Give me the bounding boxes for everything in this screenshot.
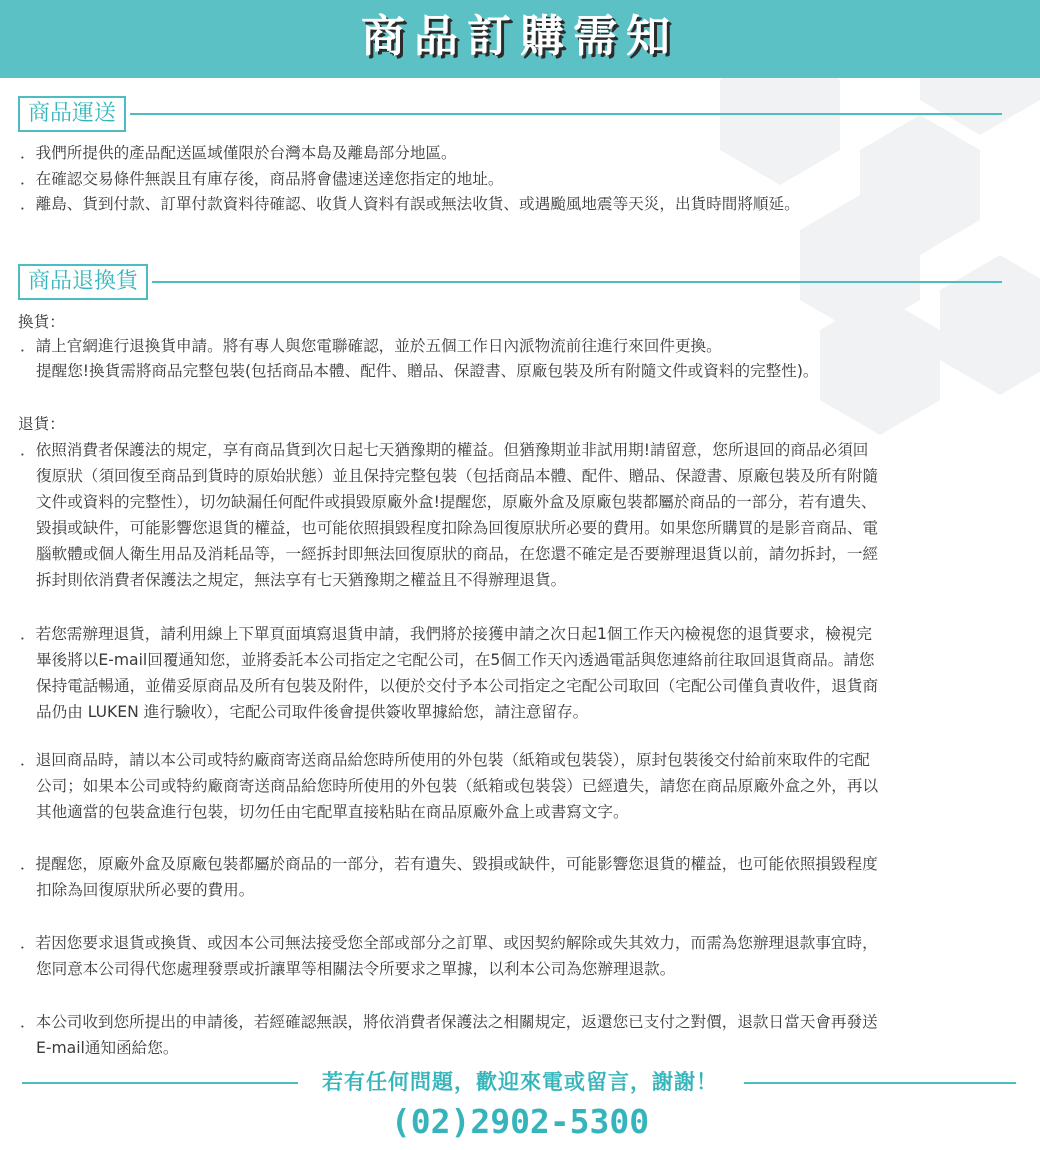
section-label-returns: 商品退換貨 <box>18 264 148 300</box>
exchange-heading: 換貨： <box>18 313 65 331</box>
return-p2-line-2: 畢後將以E-mail回覆通知您，並將委託本公司指定之宅配公司，在5個工作天內透過電話與您連絡前往取回退貨商品。請您 <box>36 651 875 669</box>
exchange-line-2: 提醒您!換貨需將商品完整包裝(包括商品本體、配件、贈品、保證書、原廠包裝及所有附隨文件或資料的完整性)。 <box>36 362 819 380</box>
return-p5-line-1: ．若因您要求退貨或換貨、或因本公司無法接受您全部或部分之訂單、或因契約解除或失其效力，而需為您辦理退款事宜時， <box>20 934 878 952</box>
return-heading: 退貨： <box>18 415 65 433</box>
return-p3-line-1: ．退回商品時，請以本公司或特約廠商寄送商品給您時所使用的外包裝（紙箱或包裝袋），原封包裝後交付給前來取件的宅配 <box>20 751 870 769</box>
header-banner <box>0 0 1040 78</box>
exchange-line-1: ．請上官網進行退換貨申請。將有專人與您電聯確認，並於五個工作日內派物流前往進行來回件更換。 <box>20 337 722 355</box>
return-p6-line-2: E-mail通知函給您。 <box>36 1039 179 1057</box>
section-header-returns <box>18 264 1008 302</box>
section-divider <box>130 113 1002 115</box>
page-title: 商品訂購需知 <box>361 11 679 62</box>
section-header-shipping <box>18 96 1008 134</box>
section-divider <box>152 281 1002 283</box>
footer-message: 若有任何問題，歡迎來電或留言，謝謝！ <box>322 1070 718 1094</box>
return-p1-line-2: 復原狀（須回復至商品到貨時的原始狀態）並且保持完整包裝（包括商品本體、配件、贈品、保證書、原廠包裝及所有附隨 <box>36 467 879 485</box>
shipping-line-2: ．在確認交易條件無誤且有庫存後，商品將會儘速送達您指定的地址。 <box>20 170 504 188</box>
return-p1-line-5: 腦軟體或個人衛生用品及消耗品等，一經拆封即無法回復原狀的商品，在您還不確定是否要辦理退貨以前，請勿拆封，一經 <box>36 545 879 563</box>
return-p1-line-6: 拆封則依消費者保護法之規定，無法享有七天猶豫期之權益且不得辦理退貨。 <box>36 571 567 589</box>
section-label-shipping: 商品運送 <box>18 96 126 132</box>
return-p2-line-1: ．若您需辦理退貨，請利用線上下單頁面填寫退貨申請，我們將於接獲申請之次日起1個工作天內檢視您的退貨要求，檢視完 <box>20 625 872 643</box>
return-p1-line-4: 毀損或缺件，可能影響您退貨的權益，也可能依照損毀程度扣除為回復原狀所必要的費用。如果您所購買的是影音商品、電 <box>36 519 879 537</box>
return-p1-line-3: 文件或資料的完整性），切勿缺漏任何配件或損毀原廠外盒!提醒您，原廠外盒及原廠包裝都屬於商品的一部分，若有遺失、 <box>36 493 877 511</box>
return-p4-line-1: ．提醒您，原廠外盒及原廠包裝都屬於商品的一部分，若有遺失、毀損或缺件，可能影響您退貨的權益，也可能依照損毀程度 <box>20 855 878 873</box>
return-p3-line-3: 其他適當的包裝盒進行包裝，切勿任由宅配單直接粘貼在商品原廠外盒上或書寫文字。 <box>36 803 629 821</box>
return-p2-line-4: 品仍由 LUKEN 進行驗收），宅配公司取件後會提供簽收單據給您，請注意留存。 <box>36 703 589 721</box>
return-p6-line-1: ．本公司收到您所提出的申請後，若經確認無誤，將依消費者保護法之相關規定，返還您已支付之對價，退款日當天會再發送 <box>20 1013 878 1031</box>
return-p5-line-2: 您同意本公司得代您處理發票或折讓單等相關法令所要求之單據，以利本公司為您辦理退款。 <box>36 960 676 978</box>
return-p4-line-2: 扣除為回復原狀所必要的費用。 <box>36 881 255 899</box>
return-p1-line-1: ．依照消費者保護法的規定，享有商品貨到次日起七天猶豫期的權益。但猶豫期並非試用期!請留意，您所退回的商品必須回 <box>20 441 869 459</box>
shipping-line-1: ．我們所提供的產品配送區域僅限於台灣本島及離島部分地區。 <box>20 144 457 162</box>
return-p2-line-3: 保持電話暢通，並備妥原商品及所有包裝及附件，以便於交付予本公司指定之宅配公司取回（宅配公司僅負責收件，退貨商 <box>36 677 879 695</box>
return-p3-line-2: 公司；如果本公司或特約廠商寄送商品給您時所使用的外包裝（紙箱或包裝袋）已經遺失，請您在商品原廠外盒之外，再以 <box>36 777 879 795</box>
contact-phone[interactable]: (02)2902-5300 <box>390 1102 650 1141</box>
shipping-line-3: ．離島、貨到付款、訂單付款資料待確認、收貨人資料有誤或無法收貨、或遇颱風地震等天災，出貨時間將順延。 <box>20 195 800 213</box>
